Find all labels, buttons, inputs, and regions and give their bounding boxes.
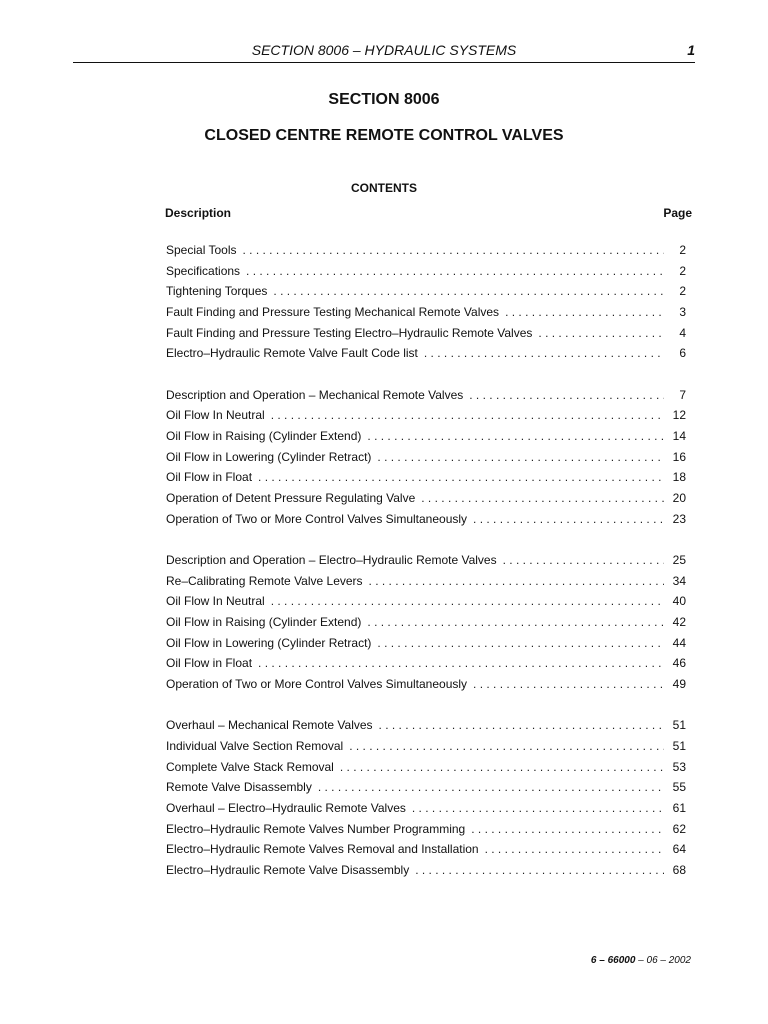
toc-entry [166,819,686,840]
toc-entry-page: 51 [672,718,686,733]
page-footer [591,955,691,966]
dot-leader [505,302,664,323]
toc-entry-title: Fault Finding and Pressure Testing Electro–Hydraulic Remote Valves [166,325,533,340]
dot-leader [318,777,664,798]
toc-entry [166,715,686,736]
toc-group [166,715,686,881]
toc-entry-title: Operation of Two or More Control Valves Simultaneously [166,511,468,526]
toc-entry [166,426,686,447]
toc-entry-page: 7 [679,387,686,402]
toc-entry [166,653,686,674]
page-header [73,40,695,63]
toc-entry-page: 25 [672,552,686,567]
dot-leader [349,736,664,757]
toc-entry-title: Oil Flow in Lowering (Cylinder Retract) [166,449,372,464]
toc-entry-page: 2 [679,263,686,278]
contents-title: CONTENTS [351,181,417,195]
toc-entry [166,550,686,571]
toc-entry-page: 20 [672,491,686,506]
toc-entry-title: Operation of Detent Pressure Regulating Valve [166,491,416,506]
toc-entry-title: Oil Flow in Raising (Cylinder Extend) [166,429,362,443]
dot-leader [473,509,664,530]
toc-entry-title: Oil Flow in Raising (Cylinder Extend) [166,615,362,629]
toc-entry-page: 18 [672,470,686,485]
toc-entry-title: Specifications [166,263,241,278]
toc-entry [166,571,686,592]
toc-entry [166,839,686,860]
toc-entry [166,674,686,695]
toc-entry-page: 53 [672,759,686,774]
document-heading: CLOSED CENTRE REMOTE CONTROL VALVES [204,127,564,144]
header-page-number: 1 [687,42,695,58]
toc-entry [166,405,686,426]
toc-entry-page: 40 [672,594,686,609]
dot-leader [246,261,664,282]
dot-leader [340,757,664,778]
toc-entry-title: Operation of Two or More Control Valves Simultaneously [166,677,468,692]
toc-entry-page: 23 [672,511,686,526]
table-of-contents [166,240,686,901]
dot-leader [415,860,664,881]
toc-entry [166,488,686,509]
dot-leader [471,819,664,840]
toc-entry-title: Fault Finding and Pressure Testing Mechanical Remote Valves [166,305,500,320]
toc-entry-title: Individual Valve Section Removal [166,738,344,753]
toc-entry-title: Tightening Torques [166,284,268,299]
dot-leader [271,405,664,426]
header-section-title: SECTION 8006 – HYDRAULIC SYSTEMS [251,42,517,58]
toc-entry-title: Oil Flow In Neutral [166,594,265,609]
toc-entry [166,736,686,757]
document-date: – 06 – 2002 [635,955,691,966]
toc-entry-page: 51 [672,738,686,753]
toc-entry [166,467,686,488]
toc-entry [166,757,686,778]
toc-entry-page: 61 [672,801,686,815]
toc-entry-title: Electro–Hydraulic Remote Valve Fault Code list [166,346,418,361]
document-code: 6 – 66000 [590,955,636,966]
toc-entry [166,612,686,633]
dot-leader [377,447,664,468]
toc-entry [166,798,686,819]
toc-entry [166,343,686,364]
toc-entry-title: Electro–Hydraulic Remote Valve Disassembly [166,863,410,878]
toc-entry [166,323,686,344]
dot-leader [424,343,664,364]
dot-leader [485,839,664,860]
dot-leader [273,281,664,302]
toc-entry-title: Description and Operation – Mechanical Remote Valves [166,387,464,402]
toc-entry [166,591,686,612]
toc-entry-page: 6 [679,346,686,361]
toc-entry-page: 44 [672,635,686,650]
toc-group [166,385,686,530]
dot-leader [538,323,664,344]
dot-leader [367,612,664,633]
toc-entry-title: Electro–Hydraulic Remote Valves Removal and Installation [166,842,479,857]
toc-entry-page: 55 [672,780,686,795]
section-number-title: SECTION 8006 [328,91,440,108]
dot-leader [379,715,664,736]
toc-entry [166,447,686,468]
toc-entry-page: 64 [672,842,686,857]
toc-group [166,550,686,695]
toc-entry-title: Oil Flow in Float [166,656,253,671]
dot-leader [367,426,664,447]
toc-entry-page: 62 [672,821,686,836]
dot-leader [412,798,664,819]
toc-entry [166,281,686,302]
toc-entry-title: Overhaul – Mechanical Remote Valves [166,718,373,733]
toc-entry-page: 16 [672,449,686,464]
dot-leader [243,240,665,261]
toc-entry-page: 46 [672,656,686,671]
toc-entry-title: Re–Calibrating Remote Valve Levers [166,573,363,588]
toc-entry-page: 68 [672,863,686,878]
toc-entry-title: Oil Flow in Lowering (Cylinder Retract) [166,635,372,650]
toc-entry-page: 3 [679,305,686,320]
toc-entry-title: Special Tools [166,243,237,257]
toc-group [166,240,686,364]
dot-leader [258,653,664,674]
dot-leader [369,571,664,592]
toc-entry [166,240,686,261]
toc-entry-title: Oil Flow in Float [166,470,253,485]
toc-entry-page: 12 [672,408,686,423]
toc-entry-title: Description and Operation – Electro–Hydraulic Remote Valves [166,552,497,567]
toc-entry-title: Complete Valve Stack Removal [166,759,334,774]
toc-entry-title: Oil Flow In Neutral [166,408,265,423]
toc-entry [166,860,686,881]
dot-leader [473,674,664,695]
toc-entry [166,261,686,282]
toc-entry-page: 2 [679,284,686,299]
dot-leader [377,633,664,654]
toc-entry-page: 49 [672,677,686,692]
toc-entry-title: Remote Valve Disassembly [166,780,312,795]
toc-entry [166,509,686,530]
dot-leader [469,385,664,406]
toc-entry-page: 42 [672,615,686,629]
dot-leader [271,591,664,612]
toc-entry-page: 14 [672,429,686,443]
toc-entry [166,385,686,406]
toc-entry-page: 2 [679,243,686,257]
toc-entry-title: Overhaul – Electro–Hydraulic Remote Valves [166,801,406,815]
description-column-header: Description [165,206,232,220]
dot-leader [503,550,664,571]
dot-leader [258,467,664,488]
toc-entry [166,633,686,654]
toc-entry-title: Electro–Hydraulic Remote Valves Number Programming [166,821,466,836]
toc-entry-page: 34 [672,573,686,588]
dot-leader [421,488,664,509]
toc-entry [166,302,686,323]
page-column-header: Page [663,206,692,220]
toc-entry [166,777,686,798]
toc-entry-page: 4 [679,325,686,340]
